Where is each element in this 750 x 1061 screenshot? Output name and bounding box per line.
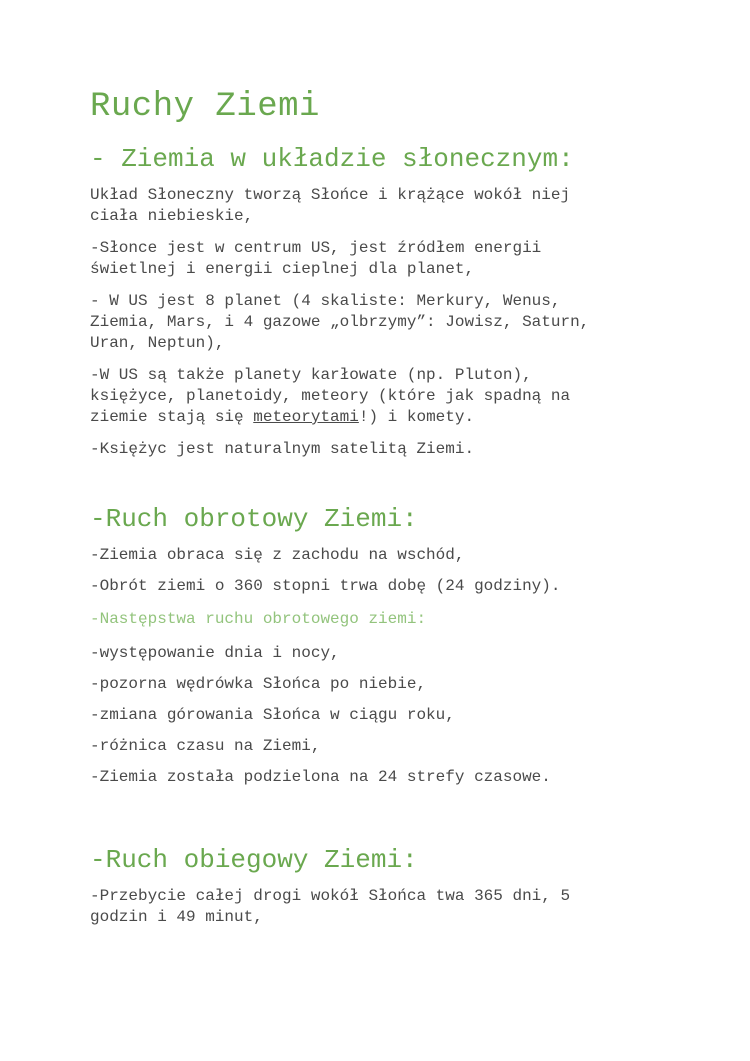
paragraph-rotation-duration: -Obrót ziemi o 360 stopni trwa dobę (24 godziny). [90, 577, 561, 595]
list-item: -Ziemia została podzielona na 24 strefy czasowe. [90, 768, 551, 786]
section-heading-rotation: -Ruch obrotowy Ziemi: [90, 504, 418, 534]
paragraph-planets: - W US jest 8 planet (4 skaliste: Merkury, Wenus, Ziemia, Mars, i 4 gazowe „olbrzymy”: Jowisz, Saturn, Uran, Neptun), [90, 292, 590, 352]
paragraph-dwarf-planets [90, 365, 650, 428]
paragraph-rotation-direction: -Ziemia obraca się z zachodu na wschód, [90, 546, 465, 564]
paragraph-revolution-duration: -Przebycie całej drogi wokół Słońca twa 365 dni, 5 godzin i 49 minut, [90, 887, 571, 926]
underlined-term-meteoryty: meteorytami [253, 408, 359, 426]
page-title: Ruchy Ziemi [90, 88, 320, 126]
paragraph-sun-center: -Słonce jest w centrum US, jest źródłem energii świetlnej i energii cieplnej dla planet, [90, 239, 542, 278]
paragraph-dwarf-planets-end: !) i komety. [358, 408, 475, 426]
paragraph-dwarf-planets-text: -W US są także planety karłowate (np. Pluton), księżyce, planetoidy, meteory (które jak spadną na ziemie stają się [90, 366, 571, 426]
list-item: -różnica czasu na Ziemi, [90, 737, 321, 755]
paragraph-moon: -Księżyc jest naturalnym satelitą Ziemi. [90, 440, 475, 458]
paragraph-solar-system-intro: Układ Słoneczny tworzą Słońce i krążące wokół niej ciała niebieskie, [90, 186, 571, 225]
section-heading-revolution: -Ruch obiegowy Ziemi: [90, 845, 418, 875]
subheading-rotation-effects: -Następstwa ruchu obrotowego ziemi: [90, 610, 427, 628]
section-heading-solar-system: - Ziemia w układzie słonecznym: [90, 144, 574, 174]
list-item: -pozorna wędrówka Słońca po niebie, [90, 675, 427, 693]
list-item: -występowanie dnia i nocy, [90, 644, 340, 662]
list-item: -zmiana górowania Słońca w ciągu roku, [90, 706, 455, 724]
